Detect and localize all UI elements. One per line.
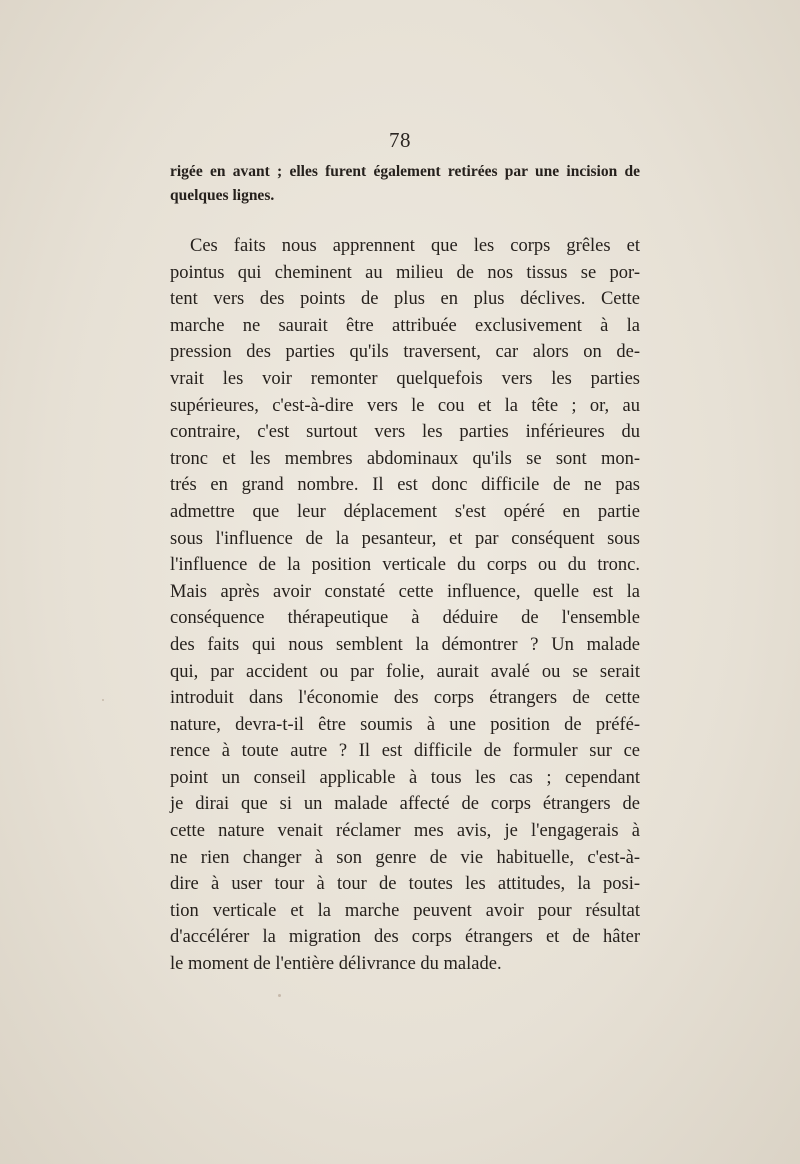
text-line: pression des parties qu'ils traversent, car alors on de-: [170, 342, 640, 363]
text-line: pointus qui cheminent au milieu de nos tissus se por-: [170, 262, 640, 283]
text-line: le moment de l'entière délivrance du malade.: [170, 954, 502, 975]
text-line: qui, par accident ou par folie, aurait avalé ou se serait: [170, 661, 640, 682]
text-line: contraire, c'est surtout vers les parties inférieures du: [170, 422, 640, 443]
text-line: point un conseil applicable à tous les cas ; cependant: [170, 767, 640, 788]
text-line: Mais après avoir constaté cette influence, quelle est la: [170, 581, 640, 602]
text-line: marche ne saurait être attribuée exclusivement à la: [170, 315, 640, 336]
paper-speck: [102, 699, 104, 701]
text-line: l'influence de la position verticale du corps ou du tronc.: [170, 555, 640, 576]
text-line: des faits qui nous semblent la démontrer ? Un malade: [170, 634, 640, 655]
page-number: 78: [389, 128, 411, 152]
text-line: rigée en avant ; elles furent également retirées par une incision de: [170, 163, 640, 180]
text-line: dire à user tour à tour de toutes les attitudes, la posi-: [170, 874, 640, 895]
text-line: cette nature venait réclamer mes avis, je l'engagerais à: [170, 821, 640, 842]
text-line: rence à toute autre ? Il est difficile de formuler sur ce: [170, 741, 640, 762]
text-line: ne rien changer à son genre de vie habituelle, c'est-à-: [170, 847, 640, 868]
paper-speck: [278, 994, 281, 997]
text-line: je dirai que si un malade affecté de corps étrangers de: [170, 794, 640, 815]
text-line: conséquence thérapeutique à déduire de l'ensemble: [170, 608, 640, 629]
continuation-text: [170, 160, 640, 208]
text-line: Ces faits nous apprennent que les corps grêles et: [190, 236, 640, 256]
text-line: introduit dans l'économie des corps étrangers de cette: [170, 688, 640, 709]
text-line: vrait les voir remonter quelquefois vers les parties: [170, 368, 640, 389]
main-paragraph: [170, 233, 640, 978]
text-line: supérieures, c'est-à-dire vers le cou et la tête ; or, au: [170, 395, 640, 416]
text-line: tent vers des points de plus en plus déclives. Cette: [170, 289, 640, 310]
text-line: d'accélérer la migration des corps étrangers et de hâter: [170, 927, 640, 948]
text-line: admettre que leur déplacement s'est opéré en partie: [170, 501, 640, 522]
text-line: quelques lignes.: [170, 187, 275, 204]
text-line: tronc et les membres abdominaux qu'ils se sont mon-: [170, 448, 640, 469]
text-line: sous l'influence de la pesanteur, et par conséquent sous: [170, 528, 640, 549]
text-line: tion verticale et la marche peuvent avoir pour résultat: [170, 900, 640, 921]
text-line: trés en grand nombre. Il est donc difficile de ne pas: [170, 475, 640, 496]
text-line: nature, devra-t-il être soumis à une position de préfé-: [170, 714, 640, 735]
